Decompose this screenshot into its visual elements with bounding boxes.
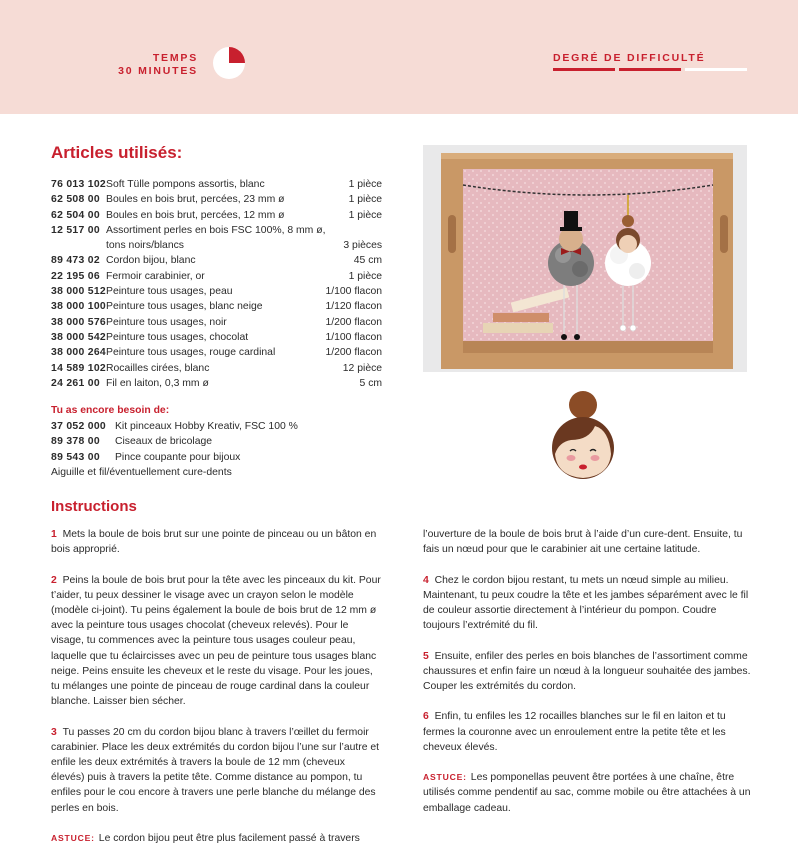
face-template-drawing bbox=[551, 388, 615, 482]
article-code: 24 261 00 bbox=[51, 377, 100, 389]
article-qty: 45 cm bbox=[353, 255, 383, 267]
step-4 bbox=[423, 573, 753, 634]
article-row bbox=[51, 315, 382, 330]
need-table bbox=[51, 419, 298, 465]
need-code: 89 543 00 bbox=[51, 451, 100, 463]
need-code: 89 378 00 bbox=[51, 436, 100, 448]
article-row bbox=[51, 177, 382, 192]
article-row bbox=[51, 238, 382, 253]
article-qty: 1 pièce bbox=[348, 270, 383, 282]
step-2 bbox=[51, 573, 381, 710]
article-code: 38 000 576 bbox=[51, 316, 107, 328]
article-desc: tons noirs/blancs bbox=[106, 240, 184, 252]
tip-1-continued: l’ouverture de la boule de bois brut à l’aide d’un cure-dent. Ensuite, tu fais un nœud pour que le carabinier ait une certaine latitude. bbox=[423, 529, 743, 556]
article-row bbox=[51, 223, 382, 238]
article-row bbox=[51, 284, 382, 299]
article-desc: Assortiment perles en bois FSC 100%, 8 mm ø, bbox=[106, 224, 326, 236]
article-qty: 1 pièce bbox=[348, 179, 383, 190]
articles-table bbox=[51, 177, 382, 391]
article-qty bbox=[325, 223, 382, 238]
step-number: 4 bbox=[423, 574, 429, 586]
article-code: 14 589 102 bbox=[51, 362, 107, 374]
header-band bbox=[0, 0, 798, 114]
article-qty: 3 pièces bbox=[343, 240, 383, 252]
article-desc: Rocailles cirées, blanc bbox=[106, 362, 210, 374]
article-desc: Peinture tous usages, blanc neige bbox=[106, 301, 263, 313]
article-code: 22 195 06 bbox=[51, 270, 100, 282]
step-text: Mets la boule de bois brut sur une pointe de pinceau ou un bâton en bois approprié. bbox=[51, 529, 377, 556]
article-qty: 1/100 flacon bbox=[325, 331, 383, 343]
product-photo bbox=[423, 145, 747, 372]
need-row bbox=[51, 434, 298, 449]
difficulty-segment bbox=[553, 68, 615, 71]
article-row bbox=[51, 192, 382, 207]
step-3 bbox=[51, 725, 381, 816]
step-1 bbox=[51, 527, 381, 557]
article-code: 62 508 00 bbox=[51, 194, 100, 206]
article-qty: 1/100 flacon bbox=[325, 286, 383, 298]
article-desc: Peinture tous usages, rouge cardinal bbox=[106, 347, 276, 359]
article-code: 38 000 100 bbox=[51, 301, 107, 313]
article-desc: Fil en laiton, 0,3 mm ø bbox=[106, 377, 209, 389]
tip-1 bbox=[51, 831, 381, 846]
article-code: 12 517 00 bbox=[51, 224, 100, 236]
instructions-column-left bbox=[51, 527, 381, 861]
need-row bbox=[51, 419, 298, 434]
article-qty: 1/200 flacon bbox=[325, 347, 383, 359]
difficulty-segment bbox=[685, 68, 747, 71]
instructions-title: Instructions bbox=[51, 498, 137, 515]
article-row bbox=[51, 345, 382, 360]
need-code: 37 052 000 bbox=[51, 421, 107, 432]
step-text: Chez le cordon bijou restant, tu mets un nœud simple au milieu. Maintenant, tu peux coudre la tête et les jambes séparément avec le fil de couleur assortie directement à l’intérieur du pompon. Coudre toujours l’extrémité du fil. bbox=[423, 574, 749, 632]
article-desc: Peinture tous usages, chocolat bbox=[106, 331, 249, 343]
tip-label: ASTUCE: bbox=[51, 833, 95, 844]
article-qty: 1 pièce bbox=[348, 209, 383, 221]
tip-text: Le cordon bijou peut être plus facilement passé à travers bbox=[98, 833, 360, 845]
step-6 bbox=[423, 709, 753, 755]
step-text: Peins la boule de bois brut pour la tête avec les pinceaux du kit. Pour t’aider, tu peux dessiner le visage avec un crayon selon le modèle (modèle ci-joint). Tu peins également la boule de bois brut de 12 mm ø avec la peinture tous usages chocolat (cheveux relevés). Pour le visage, tu commences avec la peinture tous usages couleur peau, laquelle que tu éclaircisses avec un peu de peinture tous usages blanc neige. Peins ensuite les cheveux et le reste du visage. Pour les joues, tu mélanges une pointe de pinceau de rouge cardinal dans la couleur blanche. Laisser bien sécher. bbox=[51, 574, 381, 708]
difficulty-segment bbox=[619, 68, 681, 71]
need-desc: Kit pinceaux Hobby Kreativ, FSC 100 % bbox=[115, 421, 298, 432]
difficulty-label: DEGRÉ DE DIFFICULTÉ bbox=[553, 52, 706, 64]
article-desc: Boules en bois brut, percées, 23 mm ø bbox=[106, 194, 285, 206]
article-desc: Peinture tous usages, noir bbox=[106, 316, 227, 328]
tip-text: Les pomponellas peuvent être portées à une chaîne, être utilisés comme pendentif au sac, comme mobile ou être attachées à un emballage cadeau. bbox=[423, 772, 751, 814]
article-qty: 1/120 flacon bbox=[325, 301, 383, 313]
article-row bbox=[51, 253, 382, 268]
tip-label: ASTUCE: bbox=[423, 772, 467, 783]
instructions-column-right bbox=[423, 527, 753, 831]
clock-icon bbox=[212, 46, 246, 80]
step-number: 6 bbox=[423, 711, 429, 723]
articles-title: Articles utilisés: bbox=[51, 143, 183, 162]
step-number: 2 bbox=[51, 574, 57, 586]
article-code: 76 013 102 bbox=[51, 179, 107, 190]
need-extra: Aiguille et fil/éventuellement cure-dents bbox=[51, 467, 232, 478]
article-code: 38 000 264 bbox=[51, 347, 107, 359]
article-row bbox=[51, 208, 382, 223]
article-row bbox=[51, 269, 382, 284]
article-row bbox=[51, 330, 382, 345]
article-desc: Fermoir carabinier, or bbox=[106, 270, 205, 282]
article-desc: Cordon bijou, blanc bbox=[106, 255, 196, 267]
article-row bbox=[51, 361, 382, 376]
step-number: 5 bbox=[423, 650, 429, 662]
article-desc: Soft Tülle pompons assortis, blanc bbox=[106, 179, 265, 190]
need-desc: Ciseaux de bricolage bbox=[115, 436, 213, 448]
article-qty: 5 cm bbox=[359, 377, 383, 389]
article-code: 89 473 02 bbox=[51, 255, 100, 267]
need-row bbox=[51, 450, 298, 465]
step-5 bbox=[423, 649, 753, 695]
time-label: TEMPS bbox=[152, 52, 198, 64]
article-row bbox=[51, 376, 382, 391]
article-code: 38 000 542 bbox=[51, 331, 107, 343]
article-code: 38 000 512 bbox=[51, 286, 107, 298]
step-number: 3 bbox=[51, 726, 57, 738]
article-qty: 1/200 flacon bbox=[325, 316, 383, 328]
article-desc: Peinture tous usages, peau bbox=[106, 286, 233, 298]
step-text: Enfin, tu enfiles les 12 rocailles blanches sur le fil en laiton et tu fermes la couronne avec un enroulement entre la petite tête et les cheveux élevés. bbox=[423, 711, 726, 753]
step-number: 1 bbox=[51, 529, 57, 540]
article-row bbox=[51, 299, 382, 314]
time-info bbox=[118, 52, 198, 78]
article-code: 62 504 00 bbox=[51, 209, 100, 221]
article-qty: 12 pièce bbox=[342, 362, 383, 374]
article-qty: 1 pièce bbox=[348, 194, 383, 206]
step-text: Ensuite, enfiler des perles en bois blanches de l’assortiment comme chaussures et enfin faire un nœud à la longueur souhaitée des jambes. Couper les extrémités du cordon. bbox=[423, 650, 751, 692]
step-text: Tu passes 20 cm du cordon bijou blanc à travers l’œillet du fermoir carabinier. Place les deux extrémités du cordon bijou l’une sur l’autre et enfile les deux extrémités à travers la boule de 12 mm (cheveux élevés) puis à travers la petite tête. Comme distance au pompon, tu enfiles pour le cou encore à travers une perle blanche du mélange des perles en bois. bbox=[51, 726, 380, 814]
need-desc: Pince coupante pour bijoux bbox=[115, 451, 241, 463]
time-value: 30 MINUTES bbox=[118, 65, 198, 77]
article-code bbox=[51, 238, 106, 253]
article-desc: Boules en bois brut, percées, 12 mm ø bbox=[106, 209, 285, 221]
difficulty-meter bbox=[553, 68, 747, 71]
need-title: Tu as encore besoin de: bbox=[51, 405, 170, 416]
tip-2 bbox=[423, 770, 753, 816]
